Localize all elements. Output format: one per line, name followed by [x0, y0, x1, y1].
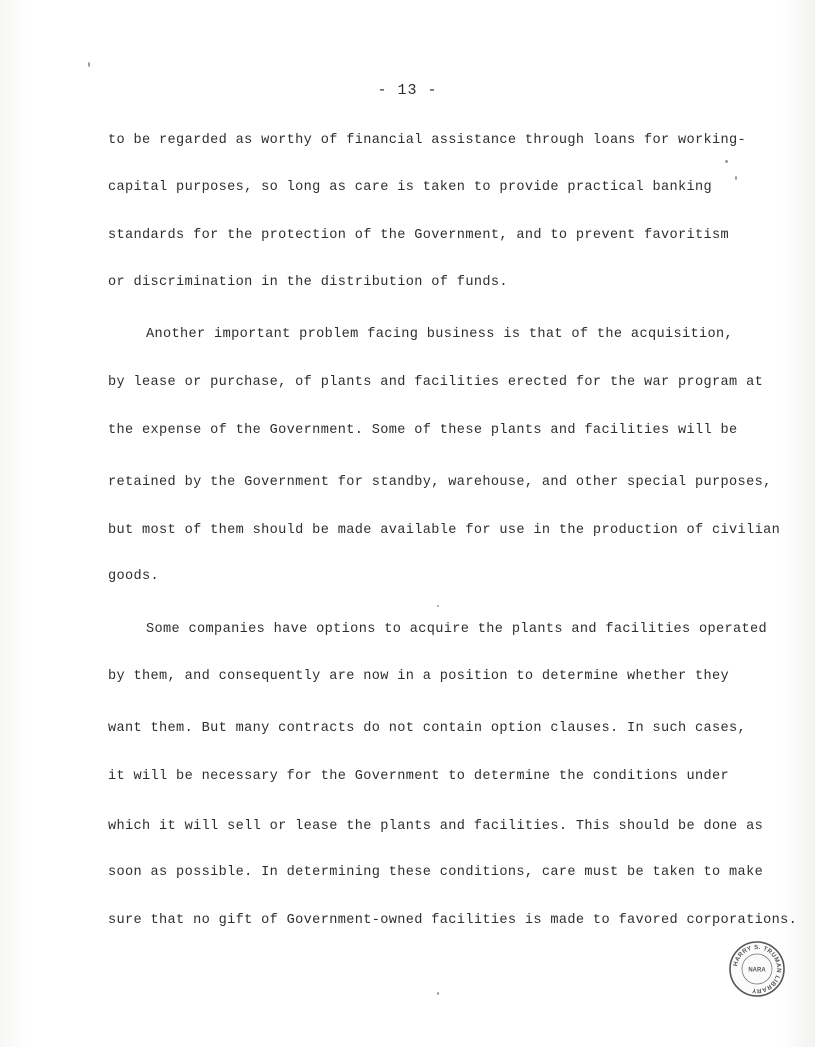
stamp-center-text: NARA	[748, 967, 766, 974]
text-line: or discrimination in the distribution of funds.	[108, 275, 508, 290]
text-line: which it will sell or lease the plants and facilities. This should be done as	[108, 819, 764, 834]
scan-speck	[437, 992, 439, 995]
library-stamp	[728, 940, 786, 998]
text-line: soon as possible. In determining these conditions, care must be taken to make	[108, 865, 764, 880]
text-line: by lease or purchase, of plants and facilities erected for the war program at	[108, 375, 764, 390]
scan-speck	[735, 176, 737, 180]
scan-speck	[725, 160, 728, 163]
text-line: Another important problem facing business is that of the acquisition,	[146, 327, 734, 342]
text-line: Some companies have options to acquire the plants and facilities operated	[146, 622, 768, 637]
scan-speck	[88, 62, 90, 67]
text-line: want them. But many contracts do not contain option clauses. In such cases,	[108, 721, 747, 736]
stamp-arc-text: HARRY S. TRUMAN LIBRARY	[732, 943, 783, 995]
text-line: capital purposes, so long as care is taken to provide practical banking	[108, 180, 713, 195]
page-number: - 13 -	[377, 82, 438, 99]
text-line: retained by the Government for standby, warehouse, and other special purposes,	[108, 475, 772, 490]
text-line: the expense of the Government. Some of these plants and facilities will be	[108, 423, 738, 438]
text-line: but most of them should be made available for use in the production of civilian	[108, 523, 781, 538]
text-line: it will be necessary for the Government to determine the conditions under	[108, 769, 730, 784]
text-line: by them, and consequently are now in a position to determine whether they	[108, 669, 730, 684]
text-line: sure that no gift of Government-owned facilities is made to favored corporations.	[108, 913, 798, 928]
text-line: goods.	[108, 569, 160, 584]
text-line: to be regarded as worthy of financial assistance through loans for working-	[108, 133, 747, 148]
scan-speck	[437, 605, 439, 607]
text-line: standards for the protection of the Government, and to prevent favoritism	[108, 228, 730, 243]
